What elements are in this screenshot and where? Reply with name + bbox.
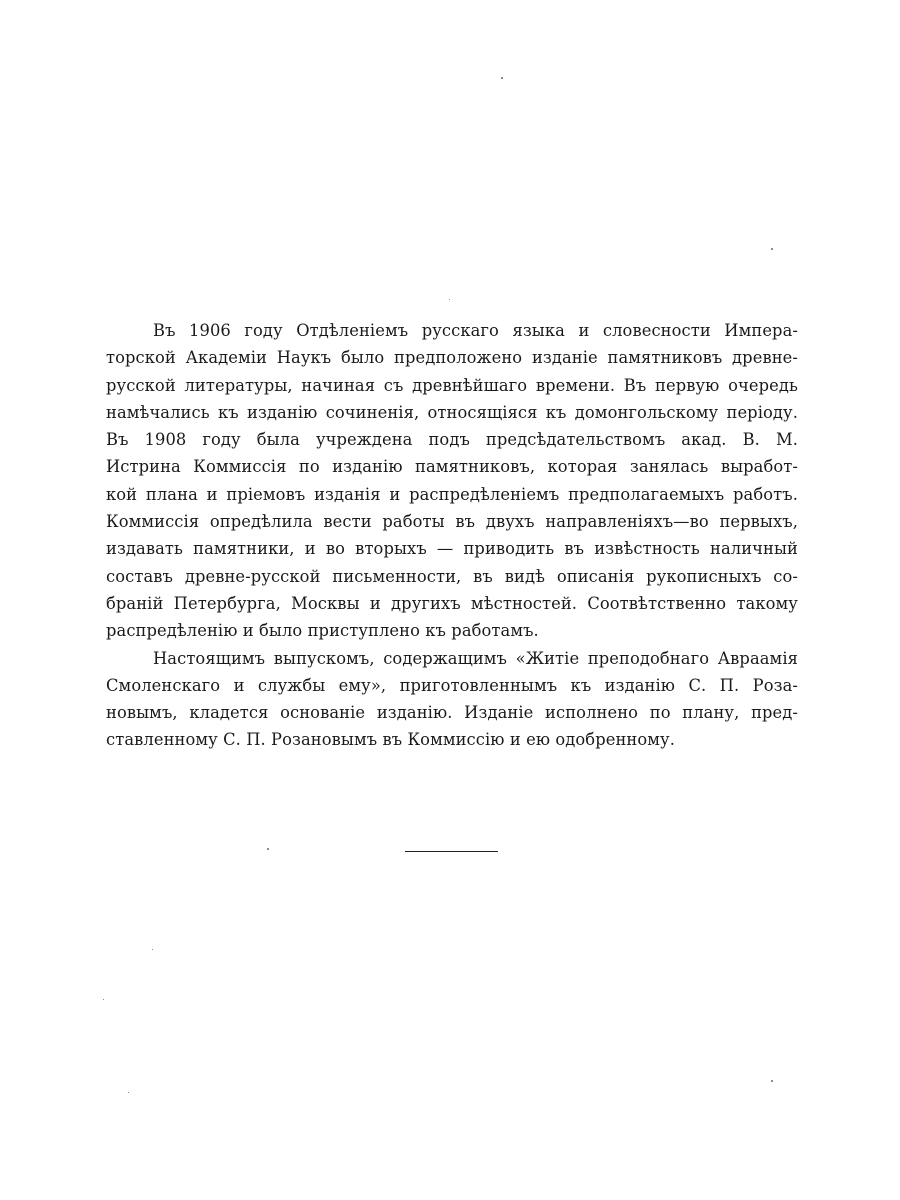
text-line: ставленному С. П. Розановымъ въ Коммиссію и ею одобренному. — [106, 730, 675, 750]
text-line: новымъ, кладется основаніе изданію. Изданіе исполнено по плану, пред- — [106, 703, 798, 723]
text-line: намѣчались къ изданію сочиненія, относящіяся къ домонгольскому періоду. — [106, 402, 798, 422]
scan-speck — [267, 848, 269, 850]
text-line: Коммиссія опредѣлила вести работы въ двухъ направленіяхъ—во первыхъ, — [106, 512, 798, 532]
scan-speck — [103, 999, 104, 1000]
scan-speck — [501, 77, 503, 79]
paragraph-1 — [106, 317, 798, 645]
scan-speck — [771, 1080, 773, 1082]
body-text — [106, 317, 798, 754]
paragraph-2 — [106, 645, 798, 754]
scan-speck — [771, 248, 773, 250]
text-line: Въ 1908 году была учреждена подъ предсѣдательствомъ акад. В. М. — [106, 430, 798, 450]
text-line: издавать памятники, и во вторыхъ — приводить въ извѣстность наличный — [106, 539, 798, 559]
text-line: Въ 1906 году Отдѣленіемъ русскаго языка и словесности Импера- — [153, 321, 798, 340]
text-line: Смоленскаго и службы ему», приготовленнымъ къ изданію С. П. Роза- — [106, 675, 798, 695]
scan-speck — [128, 1092, 129, 1093]
scan-speck — [152, 949, 153, 950]
text-line: Настоящимъ выпускомъ, содержащимъ «Житіе преподобнаго Авраамія — [153, 648, 798, 668]
text-line: русской литературы, начиная съ древнѣйшаго времени. Въ первую очередь — [106, 375, 798, 395]
separator-rule — [405, 851, 498, 852]
text-line: составъ древне-русской письменности, въ видѣ описанія рукописныхъ со- — [106, 566, 798, 586]
text-line: кой плана и пріемовъ изданія и распредѣленіемъ предполагаемыхъ работъ. — [106, 484, 798, 504]
text-line: распредѣленію и было приступлено къ работамъ. — [106, 621, 539, 641]
scan-speck — [449, 299, 450, 300]
text-line: браній Петербурга, Москвы и другихъ мѣстностей. Соотвѣтственно такому — [106, 593, 798, 613]
text-line: торской Академіи Наукъ было предположено изданіе памятниковъ древне- — [106, 348, 798, 368]
text-line: Истрина Коммиссія по изданію памятниковъ, которая занялась выработ- — [106, 457, 798, 477]
